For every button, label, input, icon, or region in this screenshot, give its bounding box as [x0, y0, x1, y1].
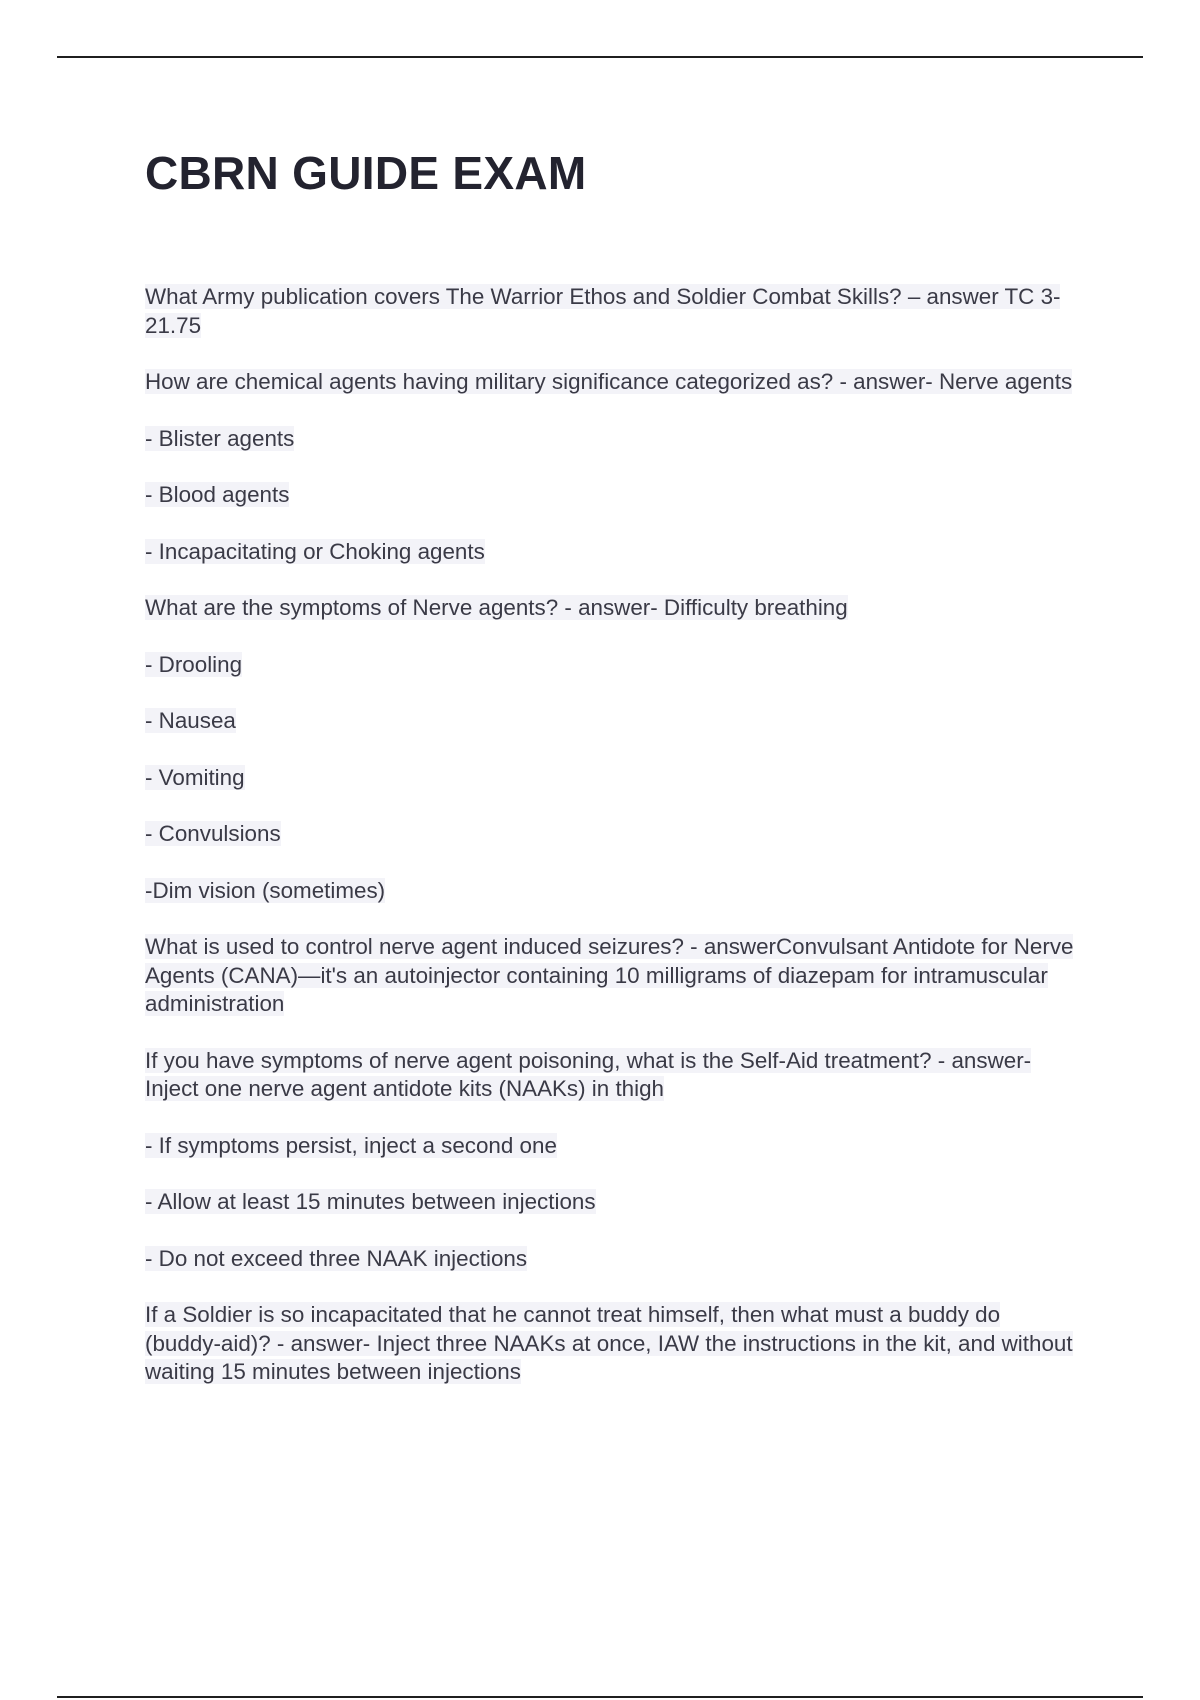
paragraph [145, 1047, 1075, 1104]
list-item [145, 481, 1075, 510]
paragraph-text: - Blister agents [145, 425, 295, 451]
list-item [145, 820, 1075, 849]
list-item [145, 1245, 1075, 1274]
paragraph [145, 368, 1075, 397]
list-item [145, 764, 1075, 793]
paragraph-text: -Dim vision (sometimes) [145, 877, 386, 903]
paragraph-text: - Incapacitating or Choking agents [145, 538, 485, 564]
list-item [145, 707, 1075, 736]
paragraph-text: If you have symptoms of nerve agent poisoning, what is the Self-Aid treatment? - answer- Inject one nerve agent antidote kits (NAAKs) in thigh [145, 1047, 1032, 1101]
list-item [145, 425, 1075, 454]
paragraph-text: - Blood agents [145, 482, 290, 507]
paragraph-text: - Do not exceed three NAAK injections [145, 1245, 528, 1271]
list-item [145, 1132, 1075, 1161]
paragraph-text: How are chemical agents having military significance categorized as? - answer- Nerve agents [145, 369, 1073, 394]
paragraph-text: If a Soldier is so incapacitated that he cannot treat himself, then what must a buddy do (buddy-aid)? - answer- Inject three NAAKs at once, IAW the instructions in the kit, and without waiting 15 minutes between injections [145, 1302, 1073, 1384]
bottom-rule [57, 1696, 1143, 1698]
paragraph-text: - If symptoms persist, inject a second one [145, 1132, 557, 1158]
paragraph [145, 283, 1075, 340]
paragraph-text: - Allow at least 15 minutes between injections [145, 1189, 596, 1214]
list-item [145, 1188, 1075, 1217]
paragraph [145, 594, 1075, 623]
list-item [145, 538, 1075, 567]
page-title: CBRN GUIDE EXAM [145, 147, 587, 199]
paragraph-text: - Vomiting [145, 764, 245, 790]
paragraph-text: - Convulsions [145, 821, 281, 846]
paragraph [145, 933, 1075, 1019]
list-item [145, 651, 1075, 680]
document-body [145, 283, 1075, 1415]
paragraph-text: What Army publication covers The Warrior Ethos and Soldier Combat Skills? – answer TC 3-21.75 [145, 284, 1061, 338]
top-rule [57, 56, 1143, 58]
paragraph-text: - Drooling [145, 651, 243, 677]
paragraph [145, 1301, 1075, 1387]
paragraph-text: - Nausea [145, 708, 236, 733]
paragraph-text: What are the symptoms of Nerve agents? - answer- Difficulty breathing [145, 595, 848, 620]
list-item [145, 877, 1075, 906]
paragraph-text: What is used to control nerve agent induced seizures? - answerConvulsant Antidote for Nerve Agents (CANA)—it's an autoinjector containing 10 milligrams of diazepam for intramuscular administration [145, 934, 1074, 1016]
